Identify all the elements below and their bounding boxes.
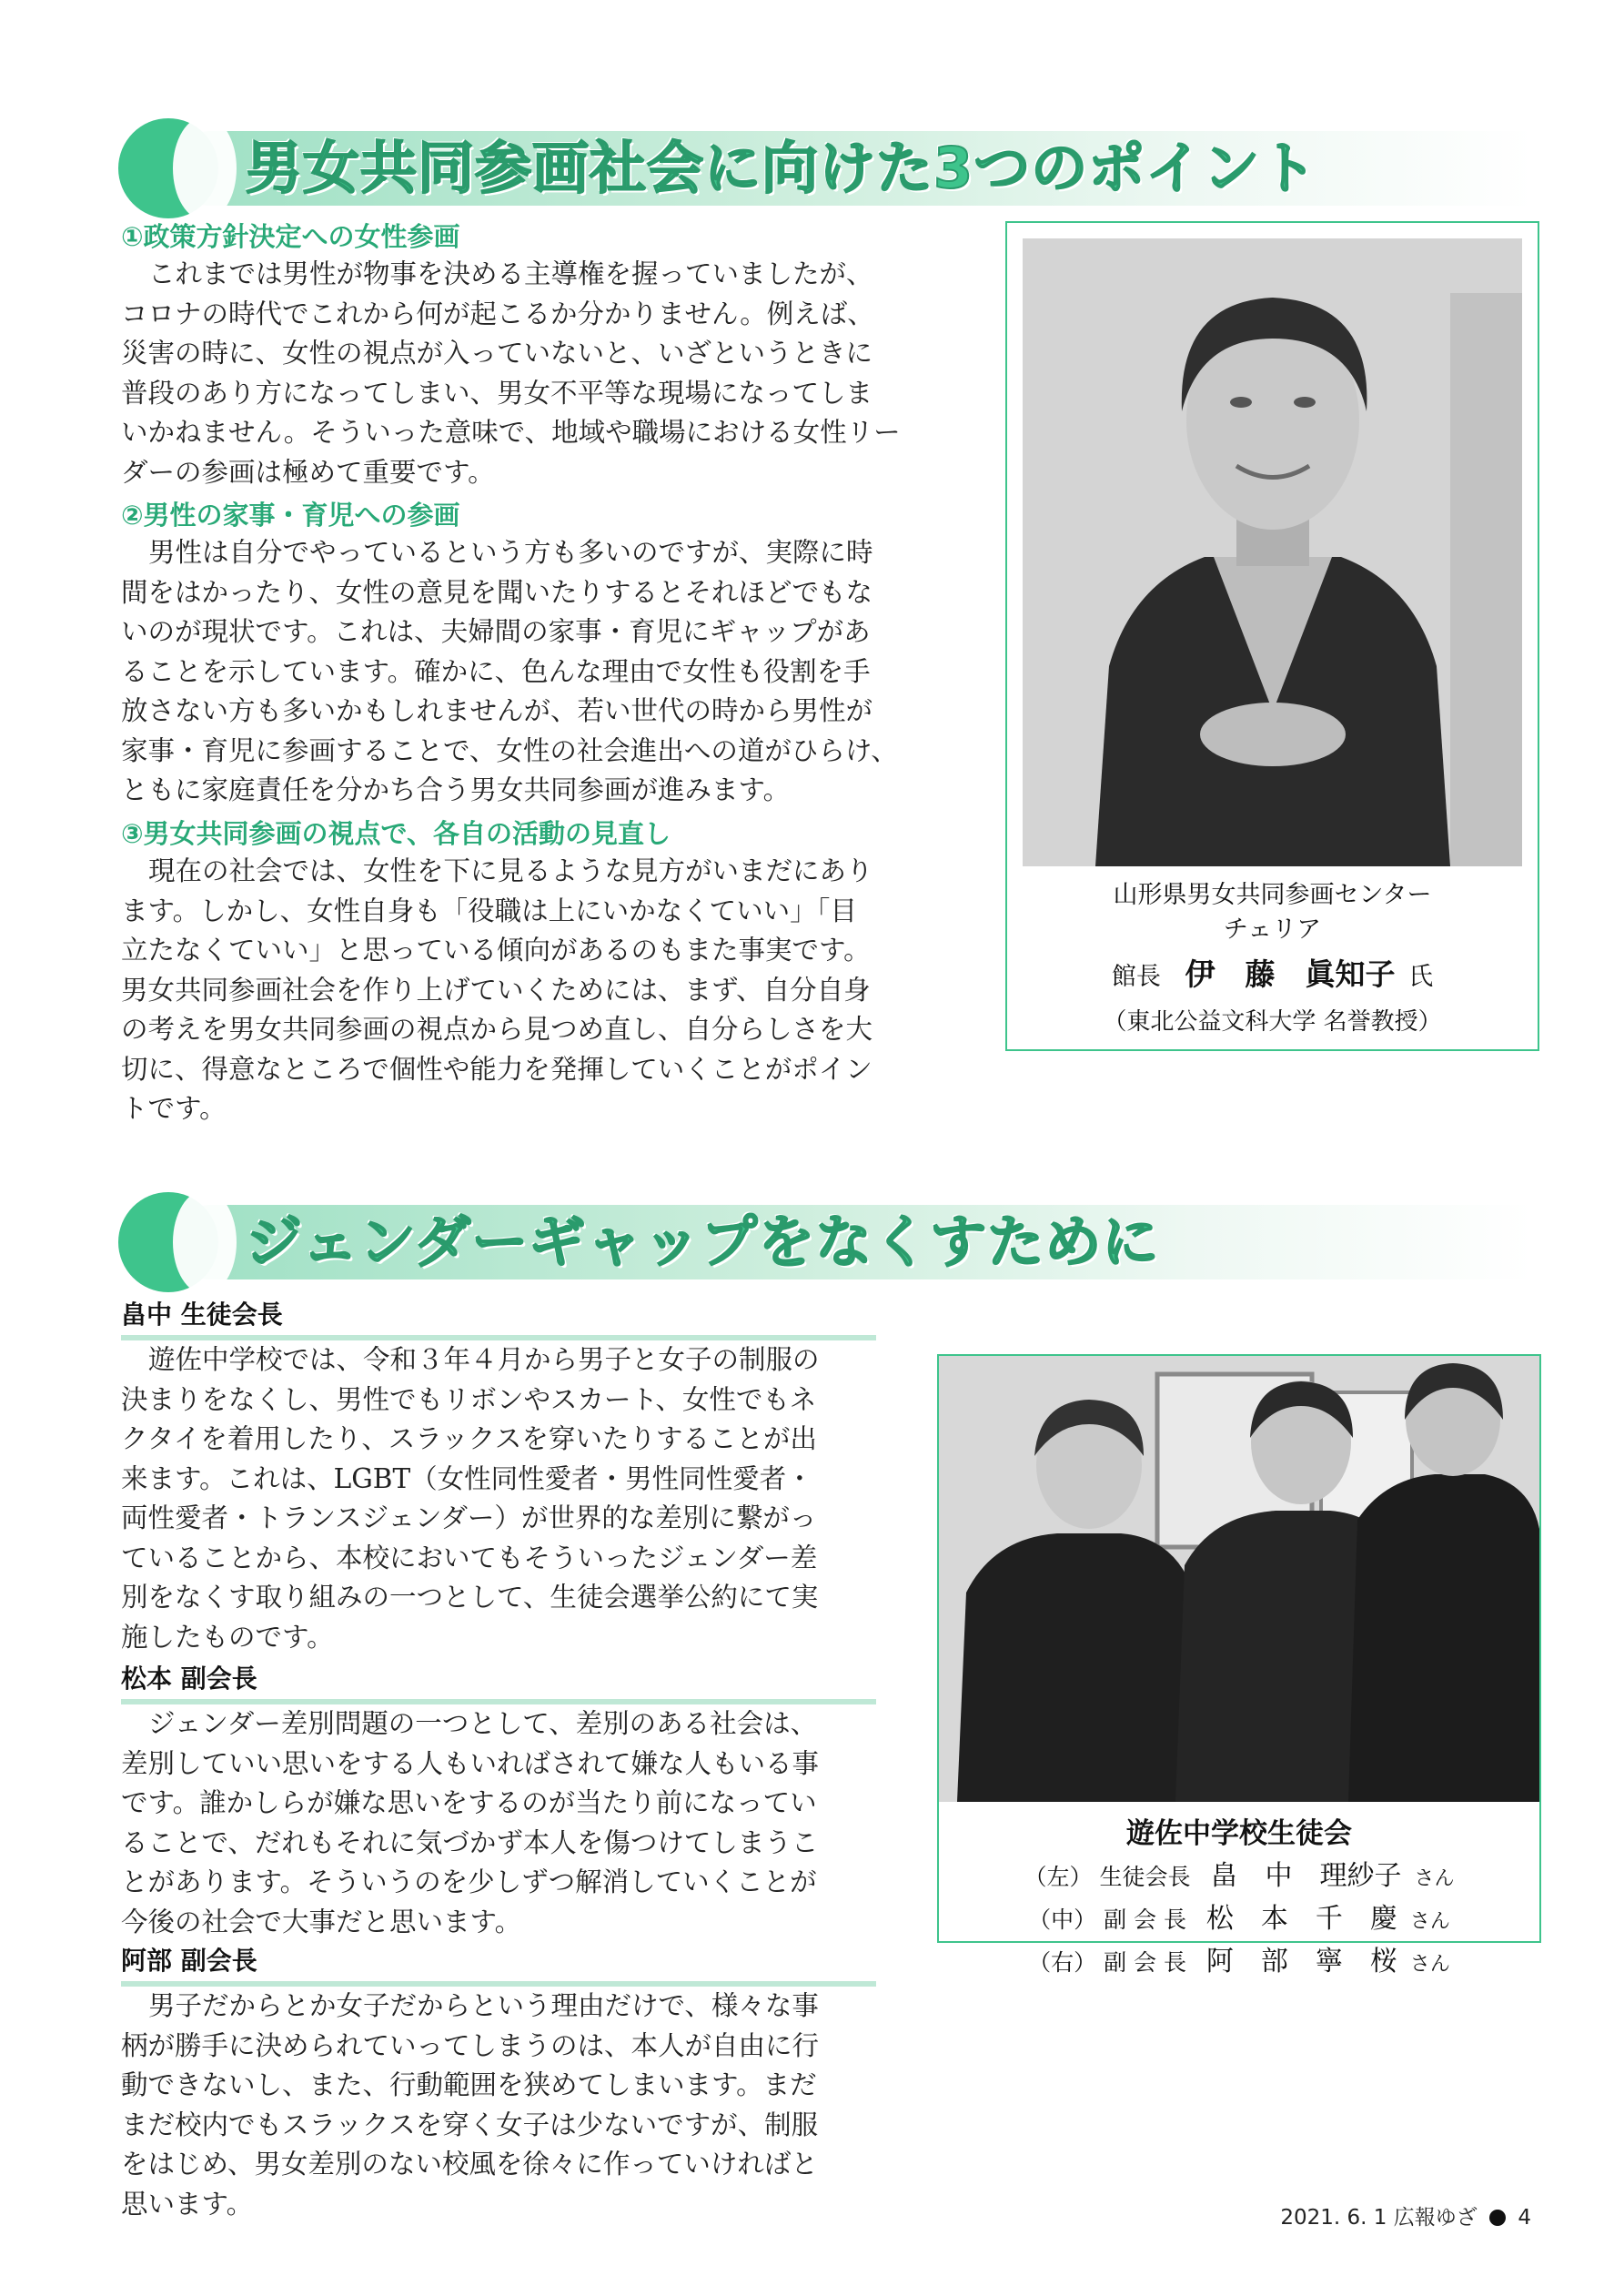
section1-banner (118, 118, 1533, 218)
affiliation: （東北公益文科大学 名誉教授） (1103, 1008, 1442, 1036)
section2-banner (118, 1192, 1533, 1292)
member-name: 阿 部 寧 桜 (1205, 1946, 1397, 1977)
text-line: 普段のあり方になってしまい、男女不平等な現場になってしま (121, 377, 873, 409)
section2-title: ジェンダーギャップをなくすために (246, 1209, 1160, 1275)
page-footer (1280, 2200, 1531, 2230)
text-line: 男女共同参画社会を作り上げていくためには、まず、自分自身 (121, 974, 871, 1006)
member-row (939, 1899, 1539, 1942)
speaker2-body (121, 1704, 819, 1942)
portrait-photo (1023, 238, 1522, 866)
portrait-caption (1007, 878, 1538, 1039)
text-line: ていることから、本校においてもそういったジェンダー差 (121, 1542, 818, 1573)
speaker1-body (121, 1340, 820, 1657)
text-line: 切に、得意なところで個性や能力を発揮していくことがポイン (121, 1053, 873, 1085)
text-line: ともに家庭責任を分かち合う男女共同参画が進みます。 (121, 774, 791, 805)
name-line (1007, 947, 1538, 1005)
member-row (939, 1856, 1539, 1899)
member-role: 副 会 長 (1104, 1907, 1186, 1933)
honorific: 氏 (1408, 963, 1434, 991)
text-line: いのが現状です。これは、夫婦間の家事・育児にギャップがあ (121, 616, 871, 647)
text-line: 放さない方も多いかもしれませんが、若い世代の時から男性が (121, 695, 873, 726)
text-line: 今後の社会で大事だと思います。 (121, 1906, 522, 1937)
member-honorific: さん (1414, 1867, 1455, 1890)
student-council-caption (939, 1811, 1539, 1985)
text-line: をはじめ、男女差別のない校風を徐々に作っていければと (121, 2149, 818, 2180)
point3-body (121, 852, 873, 1129)
text-line: 決まりをなくし、男性でもリボンやスカート、女性でもネ (121, 1383, 817, 1415)
speaker1-label: 畠中 生徒会長 (121, 1297, 876, 1340)
text-line: 男子だからとか女子だからという理由だけで、様々な事 (148, 1990, 819, 2021)
student-council-frame (937, 1354, 1541, 1977)
text-line: ダーの参画は極めて重要です。 (121, 456, 495, 488)
member-position: （右） (1028, 1949, 1097, 1976)
point3-heading: ③男女共同参画の視点で、各自の活動の見直し (121, 818, 671, 849)
member-name: 松 本 千 慶 (1205, 1903, 1397, 1935)
banner-circle-ornament (118, 118, 218, 218)
caption-title: 遊佐中学校生徒会 (1126, 1817, 1352, 1850)
point1-body (121, 255, 901, 492)
person-name: 伊 藤 眞知子 (1185, 956, 1396, 992)
text-line: 現在の社会では、女性を下に見るような見方がいまだにあり (148, 855, 873, 886)
footer-date: 2021. 6. 1 (1280, 2206, 1387, 2230)
portrait-figure-illustration (1023, 238, 1522, 866)
text-line: ることで、だれもそれに気づかず本人を傷つけてしまうこ (121, 1826, 819, 1858)
footer-publication: 広報ゆざ (1393, 2206, 1478, 2230)
text-line: トです。 (121, 1093, 227, 1124)
text-line: 思います。 (121, 2188, 254, 2220)
text-line: の考えを男女共同参画の視点から見つめ直し、自分らしさを大 (121, 1014, 873, 1045)
text-line: 来ます。これは、LGBT（女性同性愛者・男性同性愛者・ (121, 1462, 813, 1494)
speaker2-label: 松本 副会長 (121, 1661, 876, 1704)
member-role: 生徒会長 (1099, 1864, 1191, 1890)
text-line: 別をなくす取り組みの一つとして、生徒会選挙公約にて実 (121, 1582, 819, 1613)
text-line: 立たなくていい」と思っている傾向があるのもまた事実です。 (121, 935, 871, 966)
org-line2: チェリア (1223, 915, 1322, 944)
banner-circle-ornament (118, 1192, 218, 1292)
text-line: 両性愛者・トランスジェンダー）が世界的な差別に繋がっ (121, 1502, 817, 1533)
member-position: （左） (1024, 1864, 1093, 1890)
students-illustration (939, 1356, 1539, 1802)
text-line: ます。しかし、女性自身も「役職は上にいかなくていい」「目 (121, 895, 857, 926)
org-line1: 山形県男女共同参画センター (1113, 881, 1432, 909)
speaker3-body (121, 1987, 819, 2224)
text-line: 遊佐中学校では、令和３年４月から男子と女子の制服の (148, 1344, 820, 1375)
text-line: 間をはかったり、女性の意見を聞いたりするとそれほどでもな (121, 576, 873, 608)
text-line: ることを示しています。確かに、色んな理由で女性も役割を手 (121, 655, 871, 687)
member-position: （中） (1028, 1907, 1097, 1933)
text-line: 災害の時に、女性の視点が入っていないと、いざというときに (121, 338, 873, 369)
member-honorific: さん (1409, 1953, 1450, 1976)
member-row (939, 1942, 1539, 1985)
role-label: 館長 (1111, 963, 1161, 991)
footer-page-number: 4 (1518, 2206, 1531, 2230)
text-line: 差別していい思いをする人もいればされて嫌な人もいる事 (121, 1747, 820, 1779)
text-line: 家事・育児に参画することで、女性の社会進出への道がひらけ、 (121, 734, 898, 766)
text-line: コロナの時代でこれから何が起こるか分かりません。例えば、 (121, 298, 874, 329)
text-line: いかねません。そういった意味で、地域や職場における女性リー (121, 417, 901, 448)
member-honorific: さん (1409, 1910, 1450, 1933)
point1-heading: ①政策方針決定への女性参画 (121, 221, 460, 252)
text-line: これまでは男性が物事を決める主導権を握っていましたが、 (148, 258, 873, 289)
student-council-photo (939, 1356, 1539, 1802)
text-line: 動できないし、また、行動範囲を狭めてしまいます。まだ (121, 2069, 817, 2100)
section1-title: 男女共同参画社会に向けた3つのポイント (246, 135, 1318, 201)
speaker3-label: 阿部 副会長 (121, 1943, 876, 1987)
text-line: まだ校内でもスラックスを穿く女子は少ないですが、制服 (121, 2109, 819, 2140)
point2-heading: ②男性の家事・育児への参画 (121, 500, 460, 531)
bullet-dot-icon (1489, 2210, 1506, 2226)
text-line: クタイを着用したり、スラックスを穿いたりすることが出 (121, 1423, 817, 1454)
text-line: です。誰かしらが嫌な思いをするのが当たり前になってい (121, 1787, 817, 1818)
member-name: 畠 中 理紗子 (1210, 1860, 1402, 1892)
text-line: 柄が勝手に決められていってしまうのは、本人が自由に行 (121, 2029, 820, 2061)
portrait-frame (1005, 221, 1539, 1051)
text-line: 男性は自分でやっているという方も多いのですが、実際に時 (148, 537, 873, 568)
member-role: 副 会 長 (1104, 1949, 1186, 1976)
point2-body (121, 533, 898, 811)
text-line: 施したものです。 (121, 1621, 334, 1653)
text-line: ジェンダー差別問題の一つとして、差別のある社会は、 (148, 1708, 818, 1739)
text-line: とがあります。そういうのを少しずつ解消していくことが (121, 1866, 817, 1897)
